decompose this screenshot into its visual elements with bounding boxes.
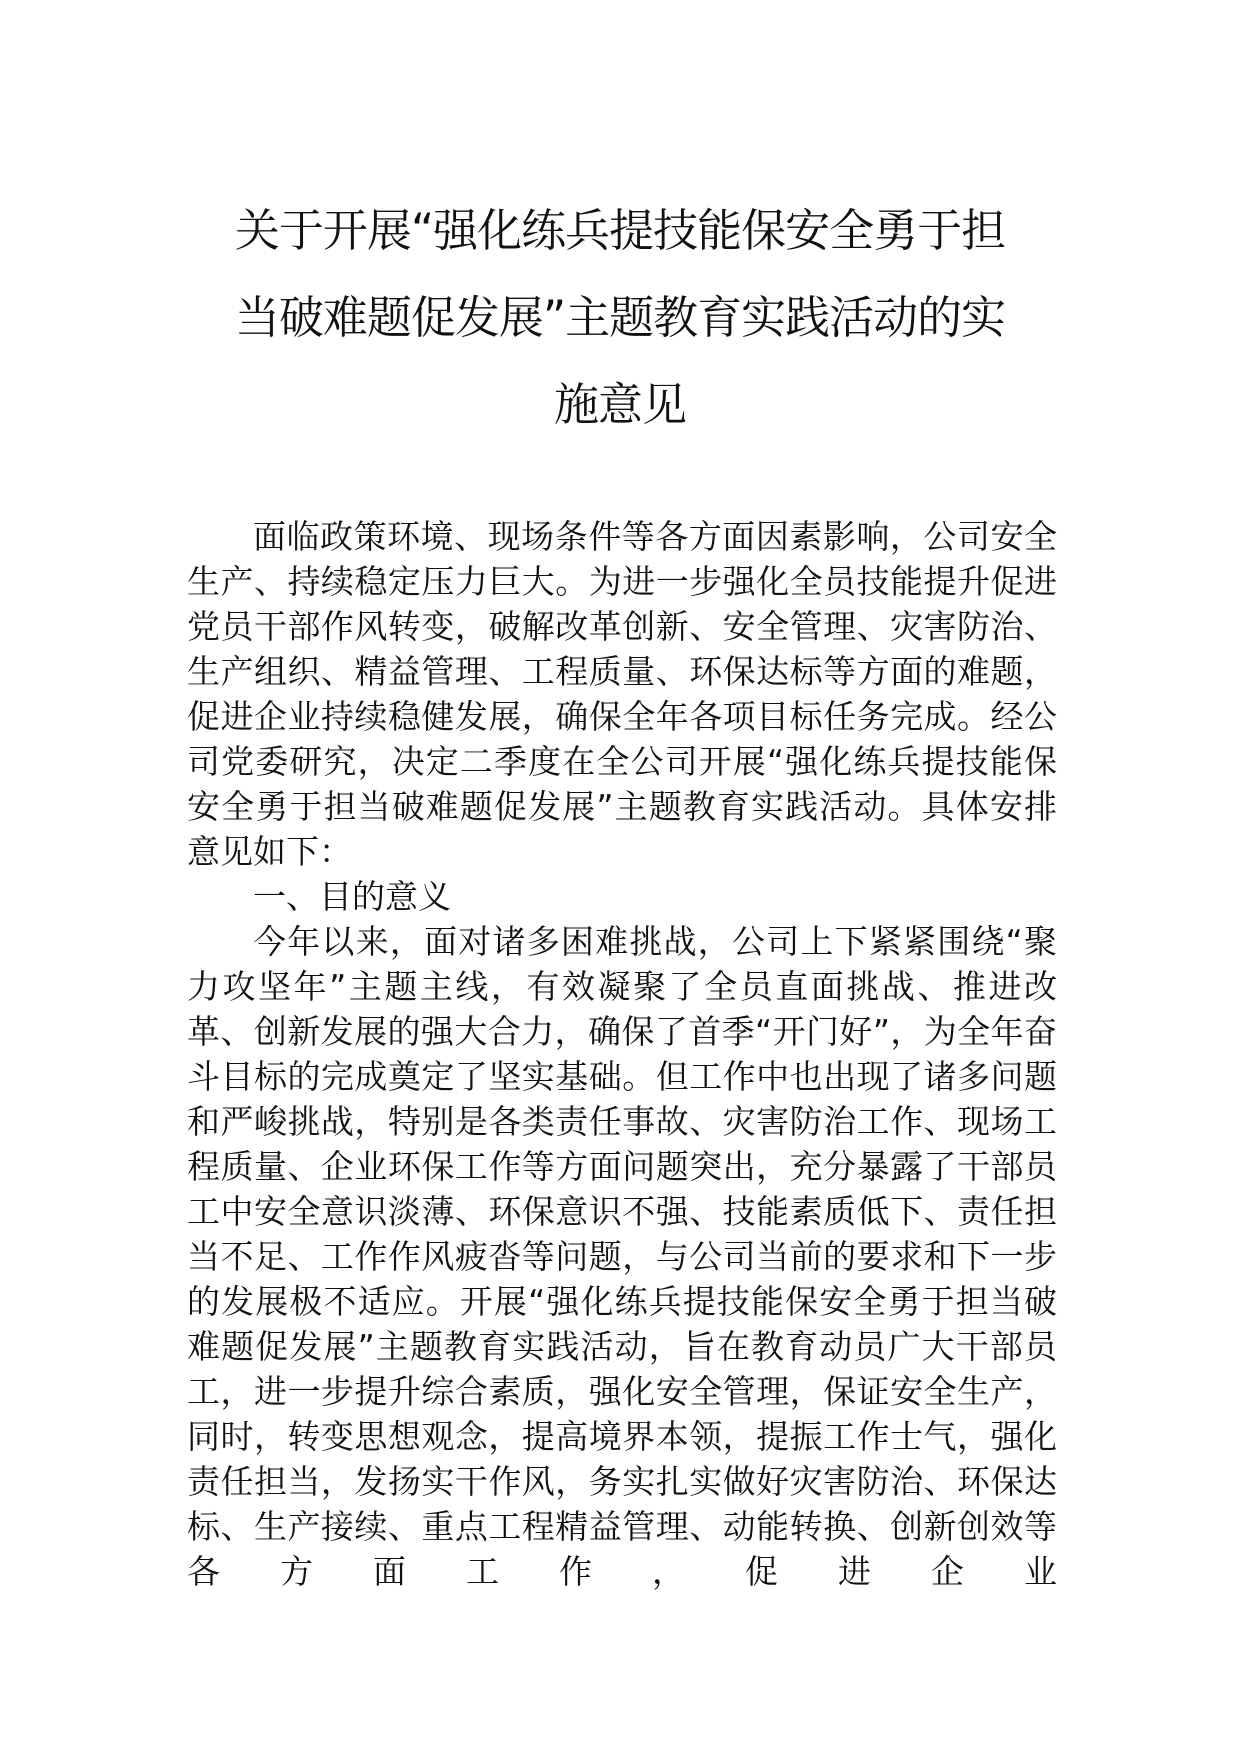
title-line-1: 关于开展“强化练兵提技能保安全勇于担 — [234, 204, 1006, 257]
section-paragraph-purpose: 今年以来，面对诸多困难挑战，公司上下紧紧围绕“聚力攻坚年”主题主线，有效凝聚了全员直面挑战、推进改革、创新发展的强大合力，确保了首季“开门好”，为全年奋斗目标的完成奠定了坚实基础。但工作中也出现了诸多问题和严峻挑战，特别是各类责任事故、灾害防治工作、现场工程质量、企业环保工作等方面问题突出，充分暴露了干部员工中安全意识淡薄、环保意识不强、技能素质低下、责任担当不足、工作作风疲沓等问题，与公司当前的要求和下一步的发展极不适应。开展“强化练兵提技能保安全勇于担当破难题促发展”主题教育实践活动，旨在教育动员广大干部员工，进一步提升综合素质，强化安全管理，保证安全生产，同时，转变思想观念，提高境界本领，提振工作士气，强化责任担当，发扬实干作风，务实扎实做好灾害防治、环保达标、生产接续、重点工程精益管理、动能转换、创新创效等各方面工作，促进企业 — [187, 922, 1057, 1591]
title-line-2: 当破难题促发展”主题教育实践活动的实 — [234, 291, 1006, 344]
intro-paragraph: 面临政策环境、现场条件等各方面因素影响，公司安全生产、持续稳定压力巨大。为进一步强化全员技能提升促进党员干部作风转变，破解改革创新、安全管理、灾害防治、生产组织、精益管理、工程质量、环保达标等方面的难题，促进企业持续稳健发展，确保全年各项目标任务完成。经公司党委研究，决定二季度在全公司开展“强化练兵提技能保安全勇于担当破难题促发展”主题教育实践活动。具体安排意见如下： — [187, 517, 1057, 871]
document-body — [187, 514, 1057, 1594]
document-title — [160, 204, 1080, 469]
title-line-3: 施意见 — [553, 378, 686, 431]
section-heading-purpose: 一、目的意义 — [253, 877, 451, 916]
